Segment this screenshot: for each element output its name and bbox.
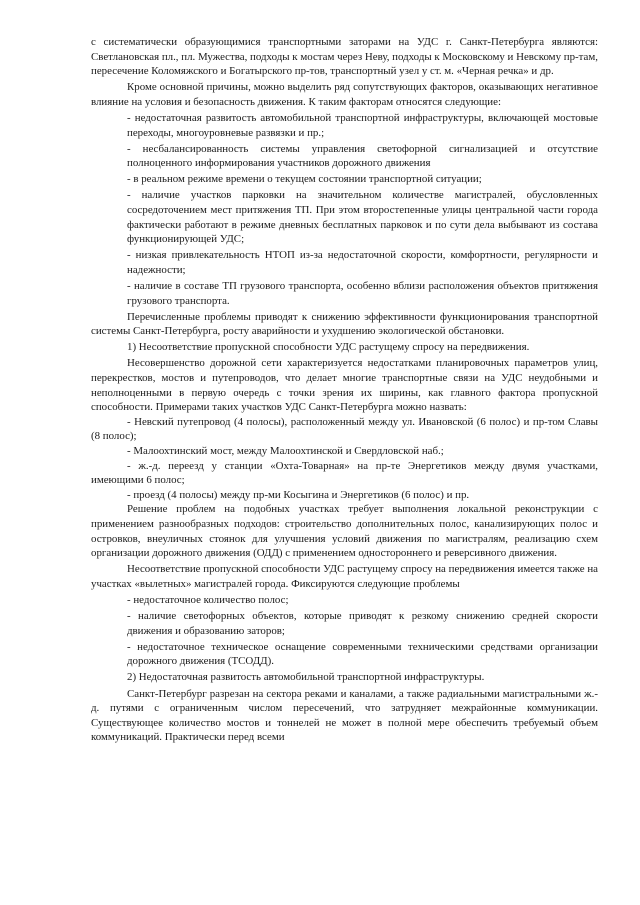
section-heading-1: 1) Несоответствие пропускной способности УДС растущему спросу на передвижения. [127, 341, 530, 354]
example-malookhtinsky-bridge: - Малоохтинский мост, между Малоохтинской и Свердловской наб.; [127, 445, 444, 458]
list-item-realtime: - в реальном режиме времени о текущем состоянии транспортной ситуации; [127, 173, 482, 186]
list-item-public-transport: - низкая привлекательность НТОП из-за недостаточной скорости, комфортности, регулярности и надежности; [127, 249, 598, 276]
paragraph-city-sectors: Санкт-Петербург разрезан на сектора реками и каналами, а также радиальными магистральными ж.-д. путями с ограниченным числом пересечений, что затрудняет межрайонные коммуникации. Существующее количество мостов и тоннелей не может в полной мере обеспечить требуемый объем коммуникаций. Практически перед всеми [91, 687, 598, 744]
example-passage: - проезд (4 полосы) между пр-ми Косыгина и Энергетиков (6 полос) и пр. [127, 488, 470, 501]
list-item-traffic-lights: - наличие светофорных объектов, которые приводят к резкому снижению средней скорости движения и образованию заторов; [127, 610, 598, 637]
list-item-technical-equipment: - недостаточное техническое оснащение современными техническими средствами организации дорожного движения (ТСОДД). [127, 640, 598, 668]
list-item-parking: - наличие участков парковки на значительном количестве магистралей, обусловленных сосредоточением мест притяжения ТП. При этом второстепенные улицы центральной части города фактически работают в режиме дневных бесплатных парковок и по сути дела выбывают из состава функционирующей УДС; [127, 189, 598, 246]
example-railway-crossing: - ж.-д. переезд у станции «Охта-Товарная» на пр-те Энергетиков между двумя участками, имеющими 6 полос; [91, 459, 598, 487]
paragraph-continuation: с систематически образующимися транспортными заторами на УДС г. Санкт-Петербурга являются: Светлановская пл., пл. Мужества, подходы к мостам через Неву, подходы к Московскому и Невскому пр-там, пересечение Коломяжского и Богатырского пр-тов, транспортный узел у ст. м. «Черная речка» и др. [91, 36, 598, 78]
paragraph-exit-highways: Несоответствие пропускной способности УДС растущему спросу на передвижения имеется также на участках «вылетных» магистралей города. Фиксируются следующие проблемы [91, 563, 598, 590]
section-heading-2: 2) Недостаточная развитость автомобильной транспортной инфраструктуры. [127, 671, 485, 684]
paragraph-consequences: Перечисленные проблемы приводят к снижению эффективности функционирования транспортной системы Санкт-Петербурга, росту аварийности и ухудшению экологической обстановки. [91, 310, 598, 338]
paragraph-factors-intro: Кроме основной причины, можно выделить ряд сопутствующих факторов, оказывающих негативное влияние на условия и безопасность движения. К таким факторам относятся следующие: [91, 81, 598, 108]
example-nevsky-overpass: - Невский путепровод (4 полосы), расположенный между ул. Ивановской (6 полос) и пр-том Славы (8 полос); [91, 415, 598, 443]
paragraph-network-deficiencies: Несовершенство дорожной сети характеризуется недостатками планировочных параметров улиц, перекрестков, мостов и путепроводов, что делает многие транспортные связи на УДС неудобными и неполноценными в первую очередь с точки зрения их ширины, как главного фактора пропускной способности. Примерами таких участков УДС Санкт-Петербурга можно назвать: [91, 357, 598, 414]
list-item-signal-control: - несбалансированность системы управления светофорной сигнализацией и отсутствие полноценного информирования участников дорожного движения [127, 142, 598, 170]
list-item-infrastructure: - недостаточная развитость автомобильной транспортной инфраструктуры, включающей мостовые переходы, многоуровневые развязки и пр.; [127, 111, 598, 139]
paragraph-solutions: Решение проблем на подобных участках требует выполнения локальной реконструкции с применением разнообразных подходов: строительство дополнительных полос, канализирующих полос и островков, внеуличных стоянок для улучшения условий движения по магистралям, реализацию схем организации дорожного движения (ОДД) с применением одностороннего и реверсивного движения. [91, 503, 598, 560]
list-item-lanes: - недостаточное количество полос; [127, 593, 289, 606]
list-item-freight: - наличие в составе ТП грузового транспорта, особенно вблизи расположения объектов притяжения грузового транспорта. [127, 280, 598, 307]
